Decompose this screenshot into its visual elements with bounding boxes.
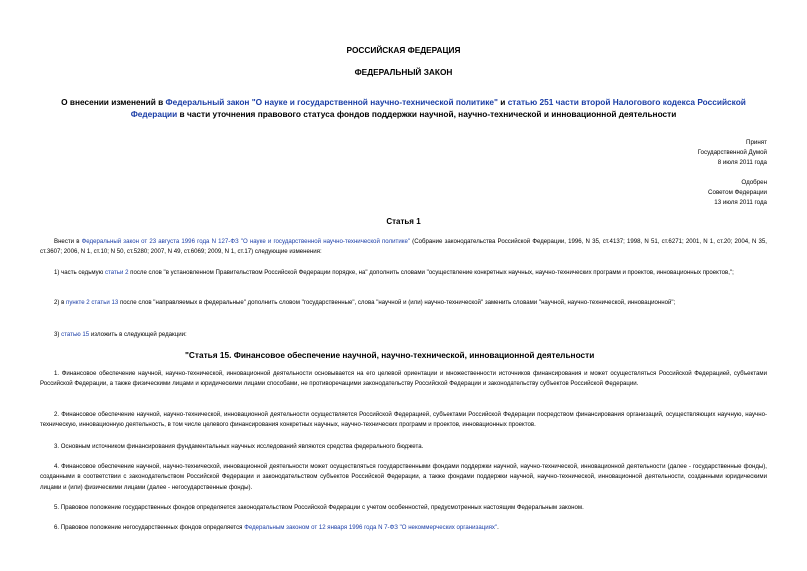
article-15-paragraph-3: 3. Основным источником финансирования фундаментальных научных исследований являются средства федерального бюджета. <box>54 443 424 450</box>
article-1-heading: Статья 1 <box>386 217 421 226</box>
adoption-federation-council <box>567 178 767 209</box>
item-2-link-article-13[interactable]: пункте 2 статьи 13 <box>66 299 119 306</box>
title-link-science-law[interactable]: Федеральный закон "О науке и государственной научно-технической политике" <box>165 97 498 107</box>
title-text-3: в части уточнения правового статуса фондов поддержки научной, научно-технической и инновационной деятельности <box>177 109 677 119</box>
item-3-link-article-15[interactable]: статью 15 <box>61 331 90 338</box>
item-text-post: после слов "в установленном Правительством Российской Федерации порядке, на" дополнить словами "осуществление конкретных научных, научно-технических программ и проектов, инновационных проектов,"; <box>128 269 734 276</box>
country-heading: РОССИЙСКАЯ ФЕДЕРАЦИЯ <box>346 45 461 55</box>
article-1-item-2 <box>40 298 767 308</box>
title-text-2: и <box>497 97 508 107</box>
article-15-paragraph-2: 2. Финансовое обеспечение научной, научно-технической, инновационной деятельности осуществляется Российской Федерацией, субъектами Российской Федерации посредством финансирования организаций, осуществляющих научную, научно-техническую, инновационную деятельность, в том числе целевого финансирования конкретных научных, научно-технических программ и проектов, инновационных проектов. <box>40 411 767 429</box>
article-15-paragraph-4: 4. Финансовое обеспечение научной, научно-технической, инновационной деятельности может осуществляться государственными фондами поддержки научной, научно-технической, инновационной деятельности (далее - государственные фонды), созданными в соответствии с законодательством Российской Федерации и законодательством субъектов Российской Федерации, а также фондами поддержки научной, научно-технической, инновационной деятельности, созданными юридическими лицами и (или) физическими лицами (далее - негосударственные фонды). <box>40 463 767 491</box>
item-text: 3) <box>54 331 62 338</box>
item-text-post: изложить в следующей редакции: <box>89 331 187 338</box>
article-15-heading: "Статья 15. Финансовое обеспечение научной, научно-технической, инновационной деятельности <box>185 350 595 360</box>
title-link-tax-code[interactable]: статью 251 части второй Налогового кодекса Российской Федерации <box>130 97 746 119</box>
law-type-heading: ФЕДЕРАЛЬНЫЙ ЗАКОН <box>354 67 453 77</box>
adoption-line: Советом Федерации <box>708 189 767 197</box>
intro-text-post: (Собрание законодательства Российской Федерации, 1996, N 35, ст.4137; 1998, N 51, ст.6271; 2001, N 1, ст.20; 2004, N 35, ст.3607; 2006, N 1, ст.10; N 50, ст.5280; 2007, N 49, ст.6069; 2009, N 1, ст.17) следующие изменения: <box>40 238 767 256</box>
article-1-item-1 <box>40 268 767 278</box>
item-1-link-article-2[interactable]: статьи 2 <box>104 269 129 276</box>
title-text-1: О внесении изменений в <box>61 97 166 107</box>
article-15-paragraph-1: 1. Финансовое обеспечение научной, научно-технической, инновационной деятельности основывается на его целевой ориентации и множественности источников финансирования и может осуществляться Российской Федерацией, субъектами Российской Федерации, а также физическими лицами и юридическими лицами способами, не противоречащими законодательству Российской Федерации и законодательству субъектов Российской Федерации. <box>40 370 767 388</box>
intro-link-law-127[interactable]: Федеральный закон от 23 августа 1996 года N 127-ФЗ "О науке и государственной научно-технической политике" <box>81 238 411 245</box>
adoption-line: Принят <box>746 139 767 146</box>
article-15-paragraph-6 <box>40 523 767 533</box>
law-title <box>40 96 767 120</box>
adoption-duma <box>567 138 767 169</box>
paragraph-text-post: . <box>497 524 499 531</box>
adoption-line: 13 июля 2011 года <box>714 199 767 207</box>
paragraph-text: 6. Правовое положение негосударственных фондов определяется <box>54 524 245 531</box>
article-15-paragraph-5: 5. Правовое положение государственных фондов определяется законодательством Российской Федерации с учетом особенностей, предусмотренных настоящим Федеральным законом. <box>54 504 584 511</box>
adoption-line: 8 июля 2011 года <box>717 159 767 167</box>
adoption-line: Государственной Думой <box>697 149 767 157</box>
intro-text: Внести в <box>54 238 82 245</box>
link-nonprofit-law[interactable]: Федеральным законом от 12 января 1996 года N 7-ФЗ "О некоммерческих организациях" <box>244 524 498 531</box>
item-text: 2) в <box>54 299 67 306</box>
article-1-intro <box>40 237 767 258</box>
adoption-line: Одобрен <box>741 179 767 186</box>
item-text-post: после слов "направляемых в федеральные" дополнить словом "государственные", слова "научной и (или) научно-технической" заменить словами "научной, научно-технической, инновационной"; <box>118 299 676 306</box>
article-1-item-3 <box>40 330 767 340</box>
item-text: 1) часть седьмую <box>54 269 105 276</box>
